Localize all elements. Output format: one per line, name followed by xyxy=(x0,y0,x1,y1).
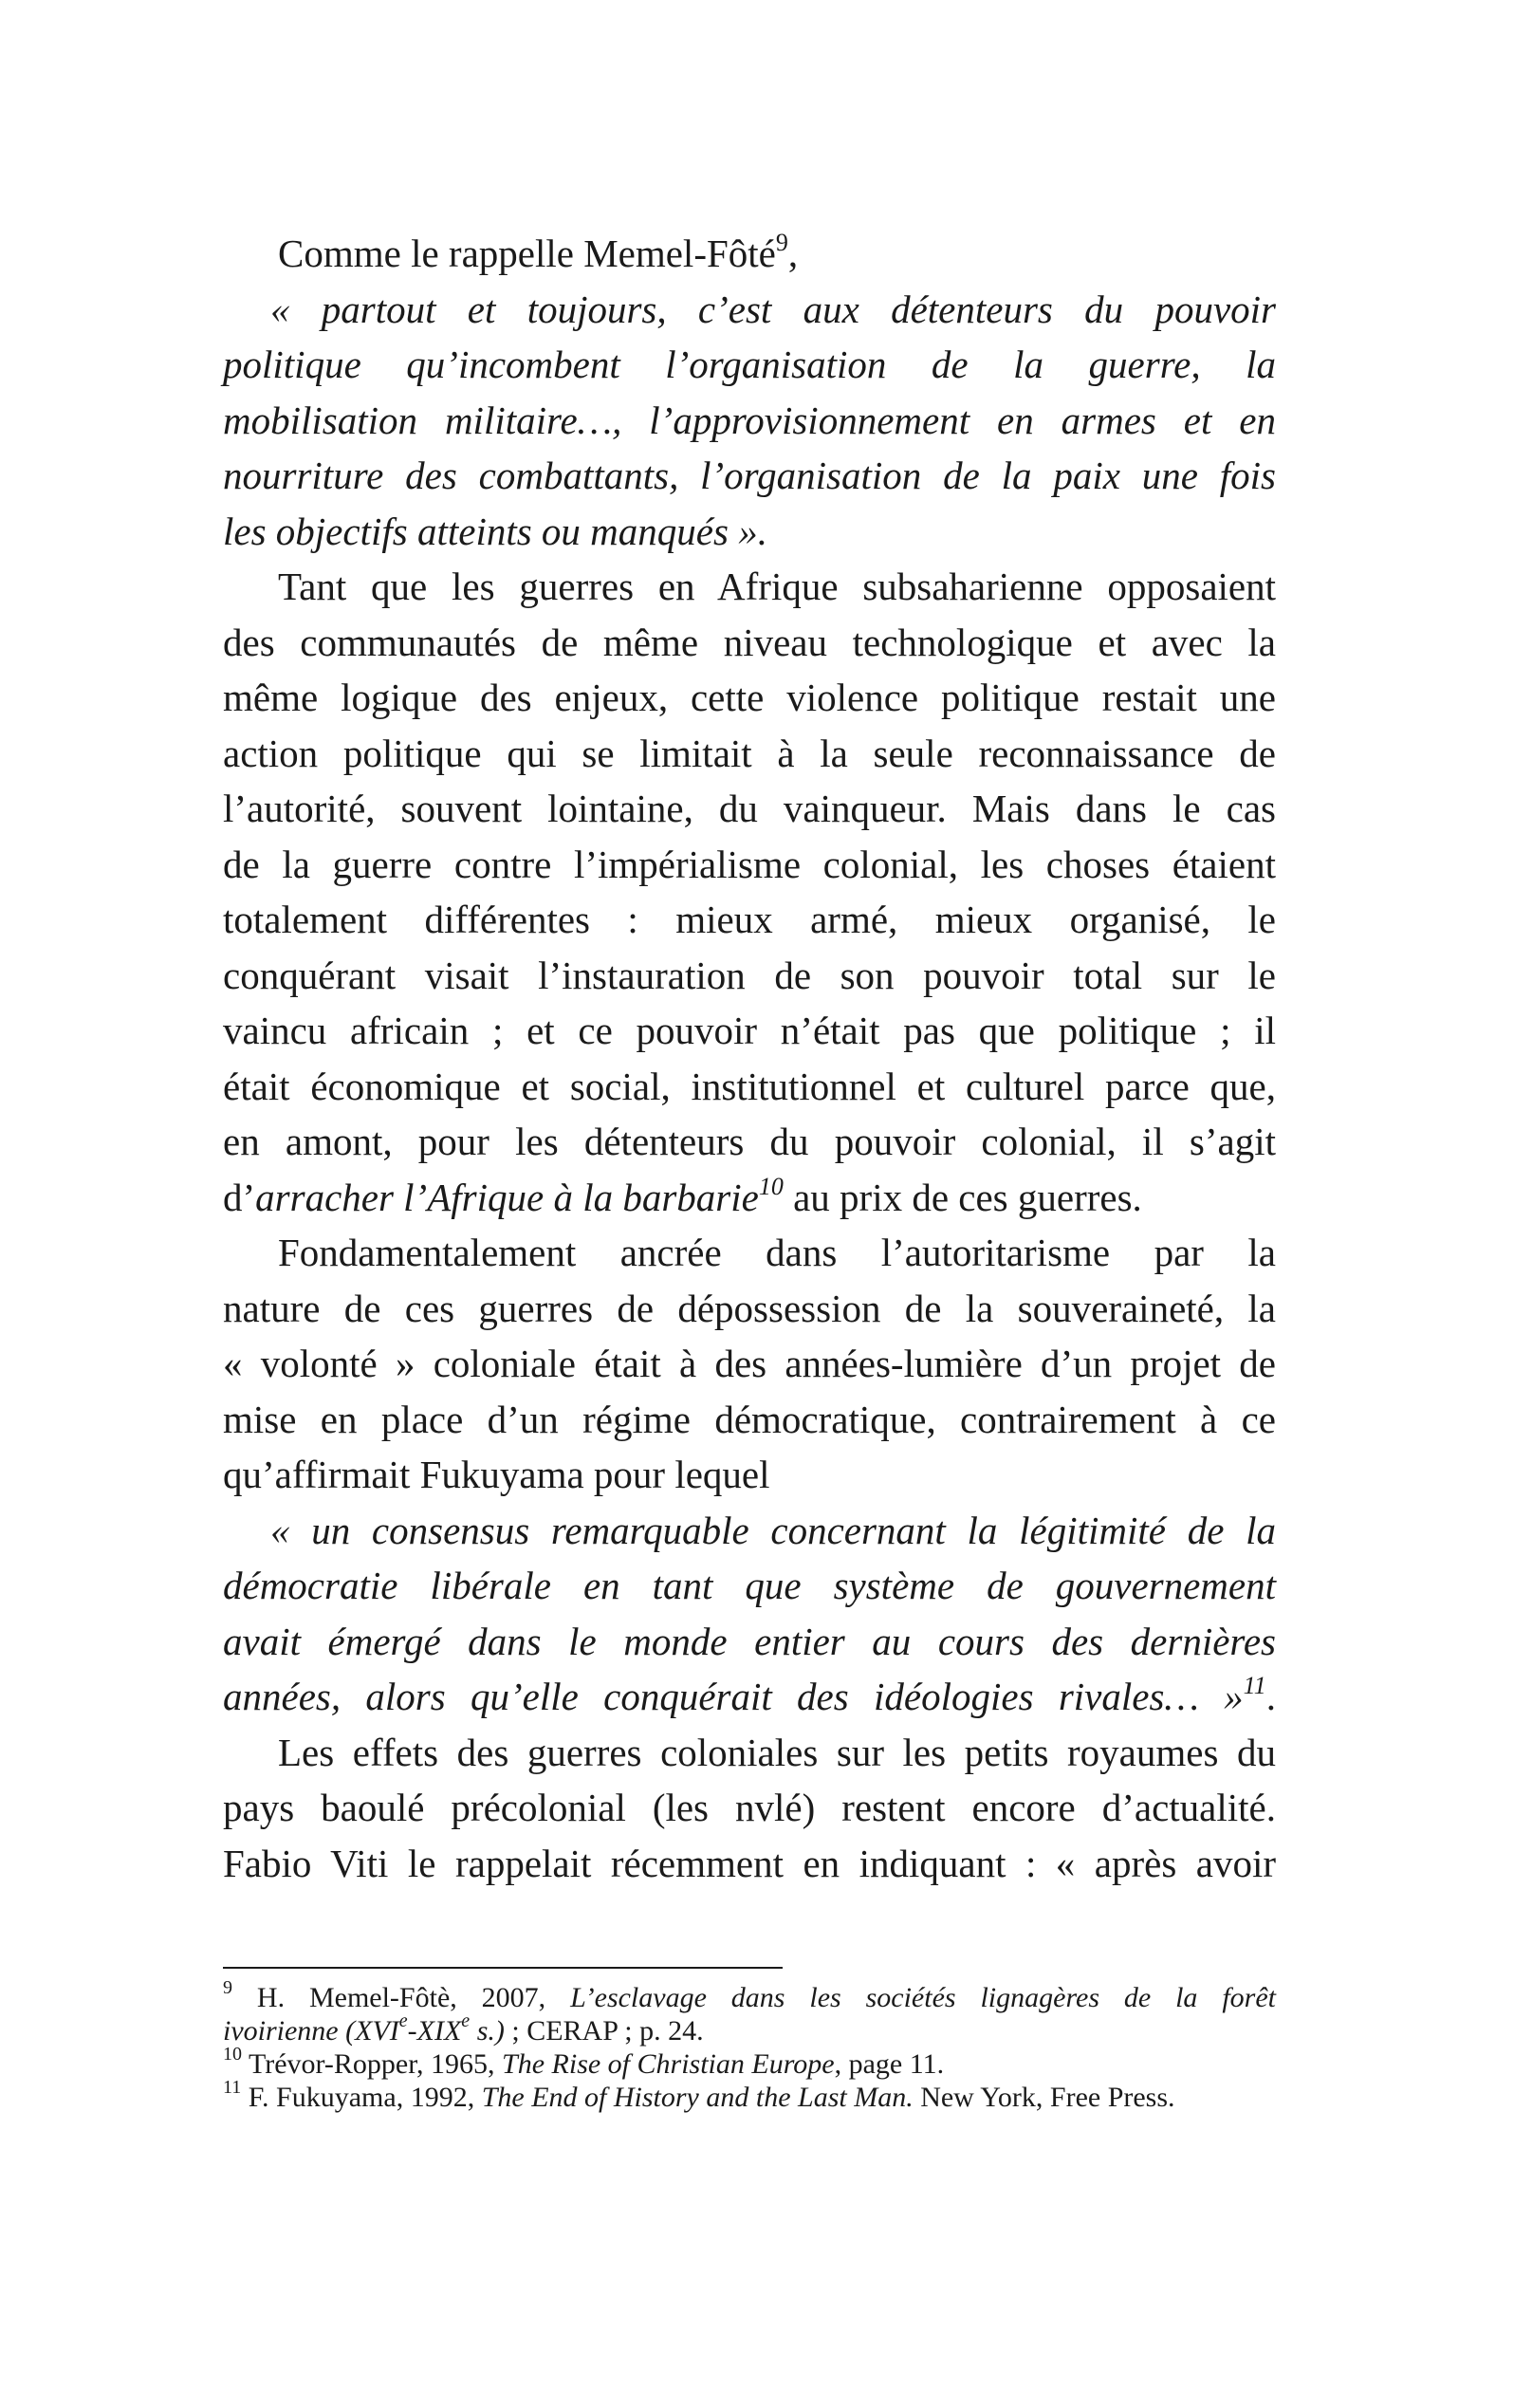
quote-text: années, alors qu’elle conquérait des idéologies rivales… » xyxy=(223,1675,1244,1718)
text-run: H. Memel-Fôtè, 2007, xyxy=(232,1982,571,2013)
text-run: . xyxy=(1265,1675,1276,1718)
paragraph-4-line: Fabio Viti le rappelait récemment en indiquant : « après avoir xyxy=(223,1841,1276,1885)
quote-1-line xyxy=(223,337,1276,393)
superscript-text: e xyxy=(398,2010,408,2031)
paragraph-3-line: nature de ces guerres de dépossession de la souveraineté, la xyxy=(223,1286,1276,1330)
paragraph-4-line: pays baoulé précolonial (les nvlé) restent encore d’actualité. xyxy=(223,1786,1276,1829)
superscript-text: e xyxy=(461,2010,471,2031)
quote-2-line xyxy=(223,1503,1276,1559)
footnote-ref-number: 11 xyxy=(1243,1672,1266,1700)
italic-title: L’esclavage dans les sociétés lignagères de la forêt xyxy=(570,1982,1276,2013)
paragraph-2-line: conquérant visait l’instauration de son pouvoir total sur le xyxy=(223,953,1276,997)
italic-phrase: arracher l’Afrique à la barbarie xyxy=(255,1175,759,1219)
quote-text: « partout et toujours, c’est aux détenteurs du pouvoir xyxy=(270,287,1276,331)
quote-1-line xyxy=(223,393,1276,449)
text-run: au prix de ces guerres. xyxy=(783,1175,1142,1219)
quote-2-line xyxy=(223,1614,1276,1670)
paragraph-2-line: était économique et social, institutionnel et culturel parce que, xyxy=(223,1064,1276,1108)
superscript xyxy=(461,2010,470,2031)
paragraph-3-line: Fondamentalement ancrée dans l’autoritarisme par la xyxy=(278,1231,1276,1274)
italic-title: -XIX xyxy=(407,2015,462,2047)
footnote-ref-11[interactable] xyxy=(1244,1672,1266,1699)
paragraph-2-line: de la guerre contre l’impérialisme colonial, les choses étaient xyxy=(223,842,1276,886)
quote-text: nourriture des combattants, l’organisation de la paix une fois xyxy=(223,454,1276,497)
paragraph-2-line: même logique des enjeux, cette violence politique restait une xyxy=(223,676,1276,719)
paragraph-3-line: qu’affirmait Fukuyama pour lequel xyxy=(223,1453,770,1496)
paragraph-3-line: mise en place d’un régime démocratique, contrairement à ce xyxy=(223,1397,1276,1441)
quote-text: politique qu’incombent l’organisation de la guerre, la xyxy=(223,343,1276,386)
paragraph-intro-line xyxy=(223,226,1276,282)
superscript xyxy=(399,2010,408,2031)
text-run: New York, Free Press. xyxy=(913,2082,1175,2113)
text-run: , xyxy=(787,232,799,275)
footnote-9 xyxy=(223,1977,1276,2014)
paragraph-2-line: l’autorité, souvent lointaine, du vainqueur. Mais dans le cas xyxy=(223,787,1276,830)
quote-2-line xyxy=(223,1558,1276,1614)
text-run: Trévor-Ropper, 1965, xyxy=(242,2048,503,2080)
paragraph-2-line xyxy=(223,1170,1276,1226)
quote-1-line xyxy=(223,504,1276,560)
quote-text: « un consensus remarquable concernant la légitimité de la xyxy=(270,1508,1276,1552)
paragraph-2-line: des communautés de même niveau technologique et avec la xyxy=(223,620,1276,664)
body-text xyxy=(223,226,1276,1891)
footnote-separator xyxy=(223,1967,783,1969)
footnote-10 xyxy=(223,2044,1276,2081)
footnote-number: 11 xyxy=(223,2077,242,2098)
footnote-number: 10 xyxy=(223,2044,242,2065)
paragraph-2-line: en amont, pour les détenteurs du pouvoir colonial, il s’agit xyxy=(223,1120,1276,1163)
text-run: , page 11. xyxy=(834,2048,945,2080)
quote-text: avait émergé dans le monde entier au cours des dernières xyxy=(223,1619,1276,1663)
italic-title: The End of History and the Last Man. xyxy=(481,2082,914,2113)
italic-title: The Rise of Christian Europe xyxy=(502,2048,835,2080)
text-run: Comme le rappelle Memel-Fôté xyxy=(278,232,776,275)
text-run: F. Fukuyama, 1992, xyxy=(241,2082,482,2113)
footnote-ref-9[interactable]: 9 xyxy=(775,229,788,257)
italic-title: s.) xyxy=(470,2015,505,2047)
paragraph-2-line: totalement différentes : mieux armé, mieux organisé, le xyxy=(223,898,1276,941)
paragraph-2-line: vaincu africain ; et ce pouvoir n’était pas que politique ; il xyxy=(223,1009,1276,1052)
quote-text: mobilisation militaire…, l’approvisionnement en armes et en xyxy=(223,398,1276,442)
footnote-number: 9 xyxy=(223,1977,232,1998)
footnote-11 xyxy=(223,2077,1276,2114)
paragraph-4-line: Les effets des guerres coloniales sur les petits royaumes du xyxy=(278,1730,1276,1774)
quote-1-line xyxy=(223,282,1276,338)
italic-title: ivoirienne (XVI xyxy=(223,2015,399,2047)
footnote-ref-10[interactable] xyxy=(759,1173,784,1200)
paragraph-2-line: action politique qui se limitait à la seule reconnaissance de xyxy=(223,731,1276,775)
quote-text: les objectifs atteints ou manqués ». xyxy=(223,509,767,553)
quote-1-line xyxy=(223,448,1276,504)
paragraph-2-line: Tant que les guerres en Afrique subsaharienne opposaient xyxy=(278,565,1276,608)
footnote-ref-number: 10 xyxy=(758,1172,784,1200)
text-run: d’ xyxy=(223,1175,256,1219)
footnotes xyxy=(223,1977,1276,2114)
quote-2-line xyxy=(223,1669,1276,1725)
quote-text: démocratie libérale en tant que système de gouvernement xyxy=(223,1564,1276,1607)
footnote-9-cont xyxy=(223,2010,1276,2047)
text-run: ; CERAP ; p. 24. xyxy=(504,2015,704,2047)
paragraph-3-line: « volonté » coloniale était à des années-lumière d’un projet de xyxy=(223,1342,1276,1385)
